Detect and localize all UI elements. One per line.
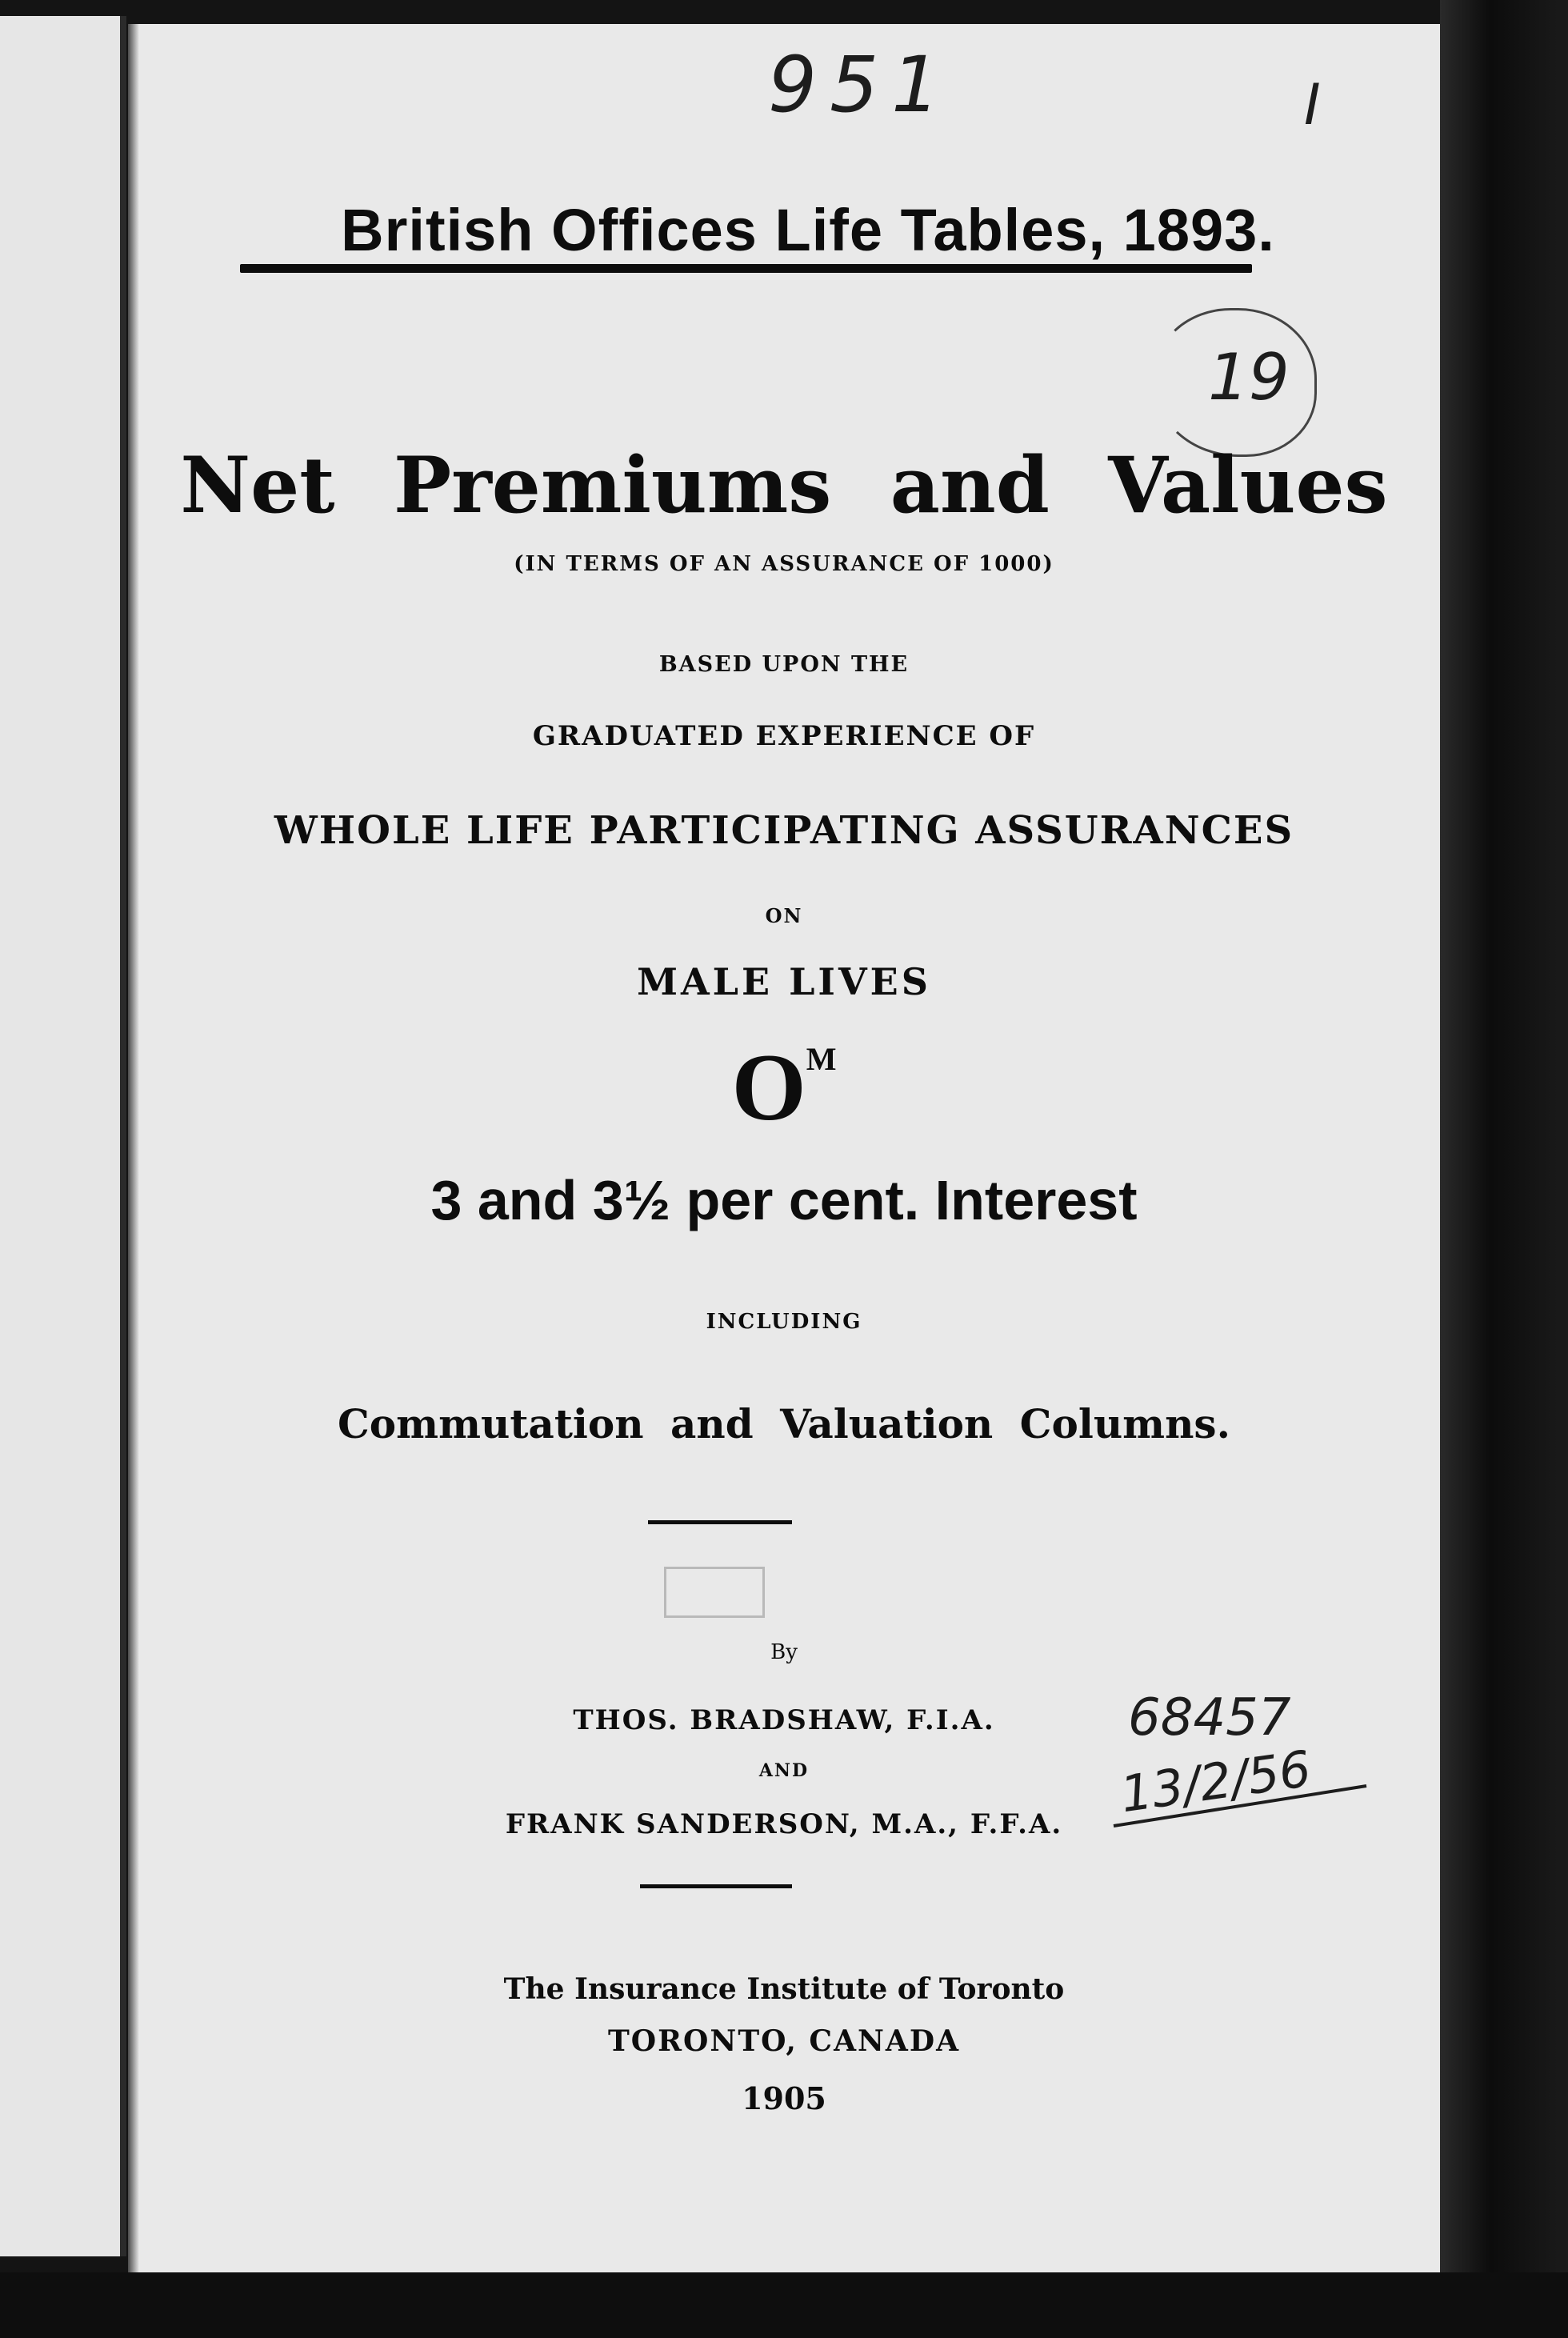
header-rule xyxy=(240,264,1252,273)
including-line: INCLUDING xyxy=(706,1310,862,1334)
author-sanderson: FRANK SANDERSON, M.A., F.F.A. xyxy=(505,1808,1063,1840)
by-line: By xyxy=(770,1640,798,1664)
main-title: Net Premiums and Values xyxy=(180,440,1388,530)
faint-stamp xyxy=(664,1567,765,1618)
divider-rule-lower xyxy=(640,1884,792,1888)
graduated-experience-line: GRADUATED EXPERIENCE OF xyxy=(532,720,1036,752)
table-symbol-superscript: M xyxy=(806,1041,837,1077)
title-page xyxy=(128,24,1440,2272)
divider-rule xyxy=(648,1520,792,1524)
male-lives-line: MALE LIVES xyxy=(637,960,931,1003)
bottom-binding-edge xyxy=(0,2272,1568,2338)
commutation-line: Commutation and Valuation Columns. xyxy=(338,1400,1230,1447)
publisher-city: TORONTO, CANADA xyxy=(607,2024,960,2058)
table-symbol xyxy=(128,1032,1440,1143)
page-gutter-shadow xyxy=(128,24,139,2272)
author-bradshaw: THOS. BRADSHAW, F.I.A. xyxy=(573,1704,995,1736)
and-line: AND xyxy=(758,1760,810,1781)
based-upon-line: BASED UPON THE xyxy=(658,652,910,677)
handwritten-circled-number: 19 xyxy=(1208,340,1290,414)
whole-life-line: WHOLE LIFE PARTICIPATING ASSURANCES xyxy=(274,808,1294,853)
interest-line: 3 and 3½ per cent. Interest xyxy=(430,1169,1138,1231)
table-symbol-letter: O xyxy=(731,1034,806,1140)
handwritten-accession-number: 68457 xyxy=(1128,1688,1291,1747)
right-binding-edge xyxy=(1440,0,1568,2338)
handwritten-date: 13/2/56 xyxy=(1117,1739,1314,1824)
series-title: British Offices Life Tables, 1893. xyxy=(341,197,1275,263)
publication-year: 1905 xyxy=(742,2080,826,2116)
on-line: ON xyxy=(765,904,803,927)
left-page-edge xyxy=(0,16,126,2256)
publisher-name: The Insurance Institute of Toronto xyxy=(503,1972,1065,2006)
handwritten-shelf-number: 951 xyxy=(768,40,954,130)
subtitle: (IN TERMS OF AN ASSURANCE OF 1000) xyxy=(514,552,1054,576)
handwritten-corner-mark: I xyxy=(1304,72,1321,138)
